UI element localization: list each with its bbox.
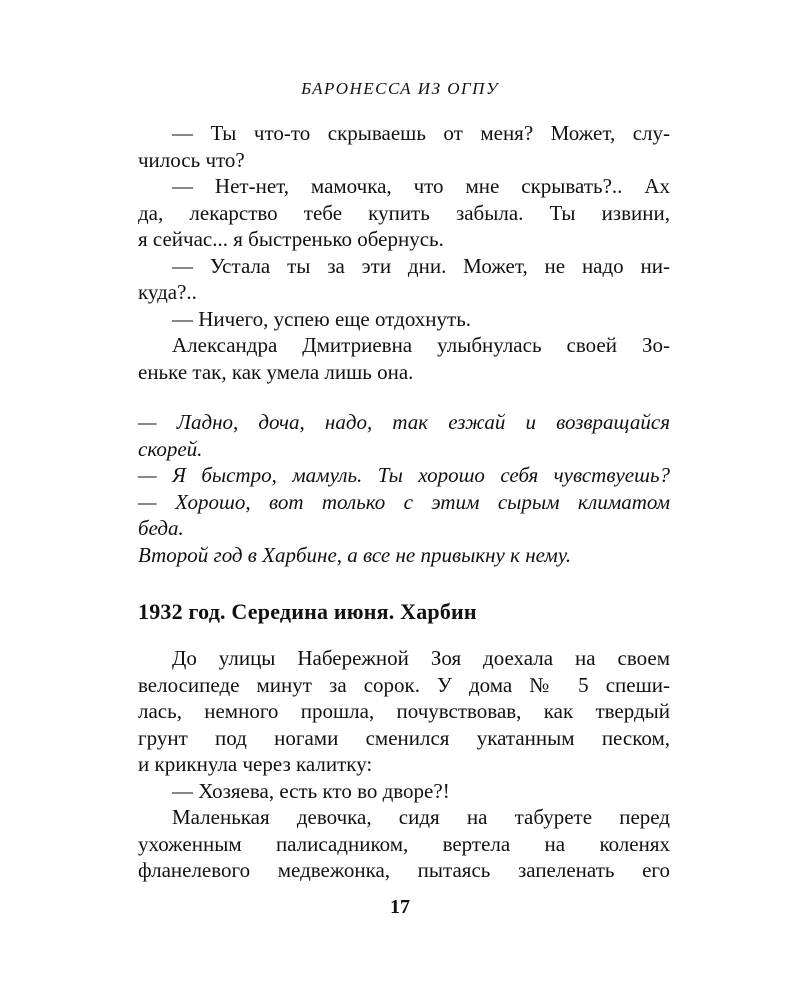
text-line: — Нет-нет, мамочка, что мне скрывать?.. Ах <box>172 174 670 198</box>
text-line: беда. <box>138 516 184 540</box>
text-line: лась, немного прошла, почувствовав, как твердый <box>138 699 670 723</box>
running-head: БАРОНЕССА ИЗ ОГПУ <box>301 79 499 98</box>
text-line: — Хозяева, есть кто во дворе?! <box>172 778 450 803</box>
text-line: ухоженным палисадником, вертела на коленях <box>138 831 670 856</box>
text-line: я сейчас... я быстренько обернусь. <box>138 227 444 251</box>
text-line: чилось что? <box>138 147 245 172</box>
text-line: — Ничего, успею еще отдохнуть. <box>172 306 472 331</box>
page-number: 17 <box>390 896 410 918</box>
narrative-section <box>138 645 670 884</box>
text-line: еньке так, как умела лишь она. <box>138 359 414 384</box>
dialogue-section <box>138 120 670 385</box>
text-line: велосипеде минут за сорок. У дома № 5 спеши- <box>138 672 670 697</box>
text-line: да, лекарство тебе купить забыла. Ты извини, <box>138 200 670 225</box>
section-heading: 1932 год. Середина июня. Харбин <box>138 599 477 624</box>
text-line: Второй год в Харбине, а все не привыкну к нему. <box>138 542 572 567</box>
text-line: грунт под ногами сменился укатанным песком, <box>138 725 670 750</box>
text-line: куда?.. <box>138 280 197 304</box>
text-line: — Устала ты за эти дни. Может, не надо ни- <box>172 253 670 278</box>
text-line: Маленькая девочка, сидя на табурете перед <box>172 805 670 829</box>
text-line: Александра Дмитриевна улыбнулась своей Зо- <box>172 333 670 357</box>
text-line: До улицы Набережной Зоя доехала на своем <box>172 646 670 670</box>
text-line: — Ладно, доча, надо, так езжай и возвращайся <box>138 410 670 434</box>
text-line: скорей. <box>138 436 203 461</box>
text-line: — Я быстро, мамуль. Ты хорошо себя чувствуешь? <box>138 463 670 487</box>
text-line: и крикнула через калитку: <box>138 752 373 776</box>
text-line: — Хорошо, вот только с этим сырым климатом <box>138 489 670 514</box>
text-line: фланелевого медвежонка, пытаясь запеленать его <box>138 858 670 882</box>
italic-dialogue-section <box>138 409 670 568</box>
text-line: — Ты что-то скрываешь от меня? Может, слу- <box>172 121 670 145</box>
